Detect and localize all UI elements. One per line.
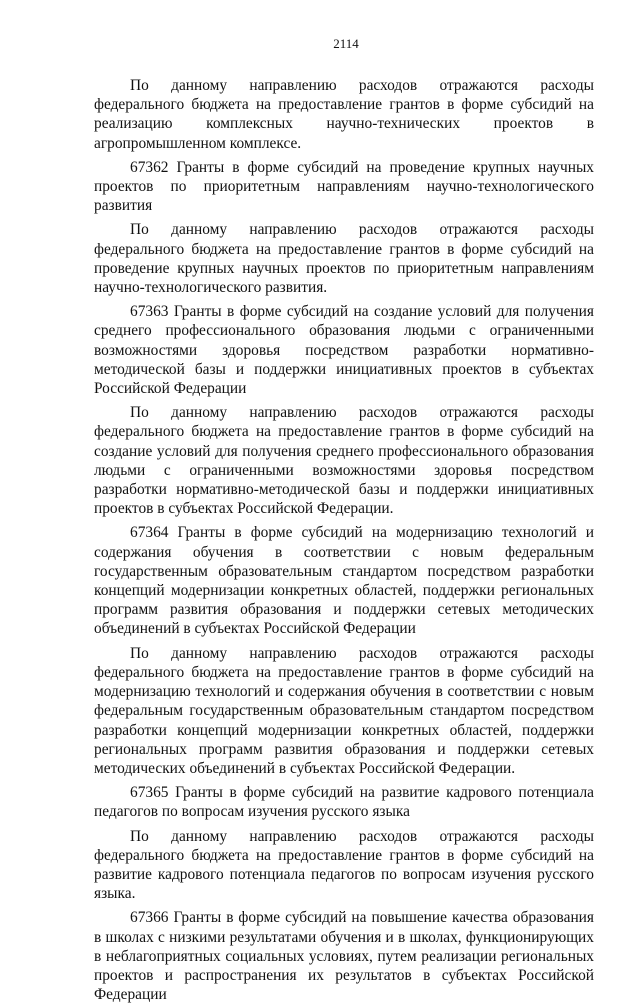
section-heading: 67362 Гранты в форме субсидий на проведение крупных научных проектов по приоритетным направлениям научно-технологического развития bbox=[94, 158, 594, 215]
paragraph: По данному направлению расходов отражаются расходы федерального бюджета на предоставление грантов в форме субсидий на реализацию комплексных научно-технических проектов в агропромышленном комплексе. bbox=[94, 77, 594, 152]
paragraph: По данному направлению расходов отражаются расходы федерального бюджета на предоставление грантов в форме субсидий на создание условий для получения среднего профессионального образования людьми с ограниченными возможностями здоровья посредством разработки нормативно-методической базы и поддержки инициативных проектов в субъектах Российской Федерации. bbox=[94, 404, 594, 518]
paragraph: По данному направлению расходов отражаются расходы федерального бюджета на предоставление грантов в форме субсидий на проведение крупных научных проектов по приоритетным направлениям научно-технологического развития. bbox=[94, 221, 594, 297]
section-heading: 67366 Гранты в форме субсидий на повышение качества образования в школах с низкими результатами обучения и в школах, функционирующих в неблагоприятных социальных условиях, путем реализации региональных проектов и распространения их результатов в субъектах Российской Федерации bbox=[94, 909, 594, 1004]
paragraph: По данному направлению расходов отражаются расходы федерального бюджета на предоставление грантов в форме субсидий на модернизацию технологий и содержания обучения в соответствии с новым федеральным государственным образовательным стандартом посредством разработки концепций модернизации конкретных областей, поддержки региональных программ развития образования и поддержки сетевых методических объединений в субъектах Российской Федерации. bbox=[94, 644, 594, 777]
page-number: 2114 bbox=[333, 36, 359, 51]
section-heading: 67365 Гранты в форме субсидий на развитие кадрового потенциала педагогов по вопросам изучения русского языка bbox=[94, 784, 594, 821]
section-heading: 67363 Гранты в форме субсидий на создание условий для получения среднего профессионального образования людьми с ограниченными возможностями здоровья посредством разработки нормативно-методической базы и поддержки инициативных проектов в субъектах Российской Федерации bbox=[94, 303, 594, 398]
section-heading: 67364 Гранты в форме субсидий на модернизацию технологий и содержания обучения в соответствии с новым федеральным государственным образовательным стандартом посредством разработки концепций модернизации конкретных областей, поддержки региональных программ развития образования и поддержки сетевых методических объединений в субъектах Российской Федерации bbox=[94, 524, 594, 638]
document-body bbox=[94, 76, 594, 1004]
paragraph: По данному направлению расходов отражаются расходы федерального бюджета на предоставление грантов в форме субсидий на развитие кадрового потенциала педагогов по вопросам изучения русского языка. bbox=[94, 827, 594, 903]
